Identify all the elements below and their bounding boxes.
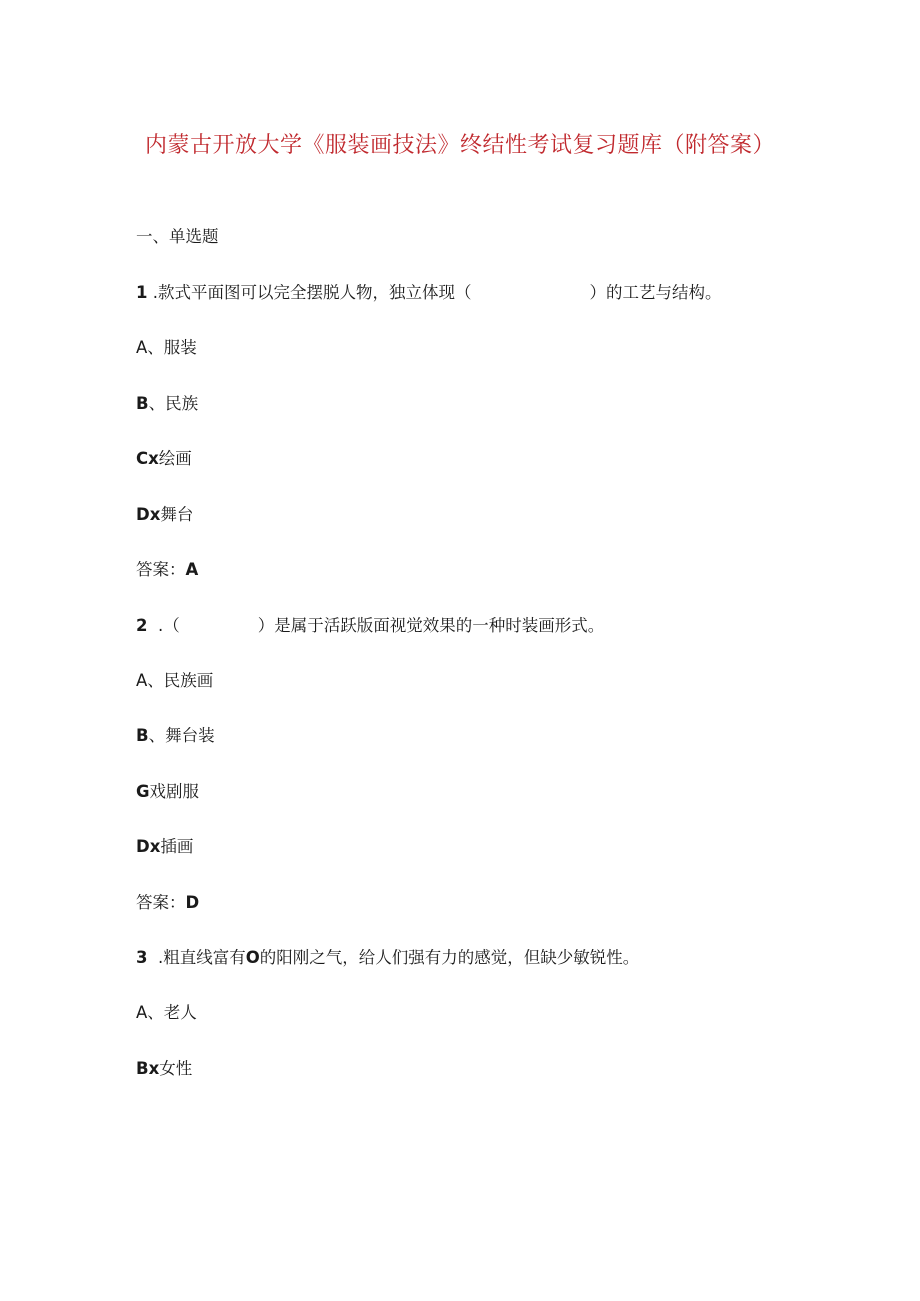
option-1d xyxy=(136,503,193,527)
option-separator: 、 xyxy=(147,338,164,357)
option-separator: 、 xyxy=(147,1003,164,1022)
question-stem-after: 的阳刚之气，给人们强有力的感觉，但缺少敏锐性。 xyxy=(259,948,640,967)
option-letter: Dx xyxy=(136,505,161,524)
option-text: 戏剧服 xyxy=(149,782,200,801)
option-letter: B xyxy=(136,394,149,413)
option-2c xyxy=(136,780,199,804)
option-letter: B xyxy=(136,726,149,745)
question-stem-before: （ xyxy=(163,616,180,635)
option-text: 民族画 xyxy=(163,671,214,690)
option-3a xyxy=(136,1001,197,1025)
question-stem-after: ）是属于活跃版面视觉效果的一种时装画形式。 xyxy=(257,616,605,635)
option-2d xyxy=(136,835,193,859)
document-title: 内蒙古开放大学《服装画技法》终结性考试复习题库（附答案） xyxy=(144,133,775,158)
option-text: 民族 xyxy=(165,394,199,413)
question-stem-after: ）的工艺与结构。 xyxy=(589,283,722,302)
section-heading: 一、单选题 xyxy=(136,227,219,246)
question-separator: . xyxy=(147,948,164,967)
question-1 xyxy=(136,281,721,305)
question-number: 1 xyxy=(136,283,148,302)
answer-value: A xyxy=(185,560,199,579)
question-2 xyxy=(136,614,604,638)
option-1c xyxy=(136,447,192,471)
option-separator: 、 xyxy=(148,394,166,413)
question-number: 3 xyxy=(136,948,148,967)
option-text: 舞台 xyxy=(160,505,194,524)
option-text: 服装 xyxy=(163,338,197,357)
option-text: 插画 xyxy=(160,837,194,856)
option-2b xyxy=(136,724,215,748)
option-letter: A xyxy=(136,338,148,357)
option-2a xyxy=(136,669,213,693)
question-stem-marker: O xyxy=(245,948,260,967)
option-letter: Cx xyxy=(136,449,159,468)
answer-2 xyxy=(136,891,199,915)
option-1a xyxy=(136,336,197,360)
question-separator: . xyxy=(147,283,158,302)
answer-label: 答案： xyxy=(136,560,186,579)
question-stem-before: 款式平面图可以完全摆脱人物，独立体现（ xyxy=(157,283,472,302)
option-letter: Dx xyxy=(136,837,161,856)
question-separator: . xyxy=(147,616,164,635)
answer-label: 答案： xyxy=(136,893,186,912)
option-separator: 、 xyxy=(147,671,164,690)
answer-value: D xyxy=(185,893,200,912)
option-letter: Bx xyxy=(136,1059,160,1078)
option-text: 女性 xyxy=(159,1059,193,1078)
option-letter: G xyxy=(136,782,150,801)
option-text: 舞台装 xyxy=(165,726,215,745)
option-text: 老人 xyxy=(163,1003,197,1022)
question-number: 2 xyxy=(136,616,148,635)
option-letter: A xyxy=(136,671,148,690)
option-3b xyxy=(136,1057,192,1081)
option-separator: 、 xyxy=(148,726,166,745)
option-letter: A xyxy=(136,1003,148,1022)
option-1b xyxy=(136,392,198,416)
question-3 xyxy=(136,946,639,970)
option-text: 绘画 xyxy=(158,449,192,468)
question-stem-before: 粗直线富有 xyxy=(163,948,246,967)
answer-1 xyxy=(136,558,198,582)
